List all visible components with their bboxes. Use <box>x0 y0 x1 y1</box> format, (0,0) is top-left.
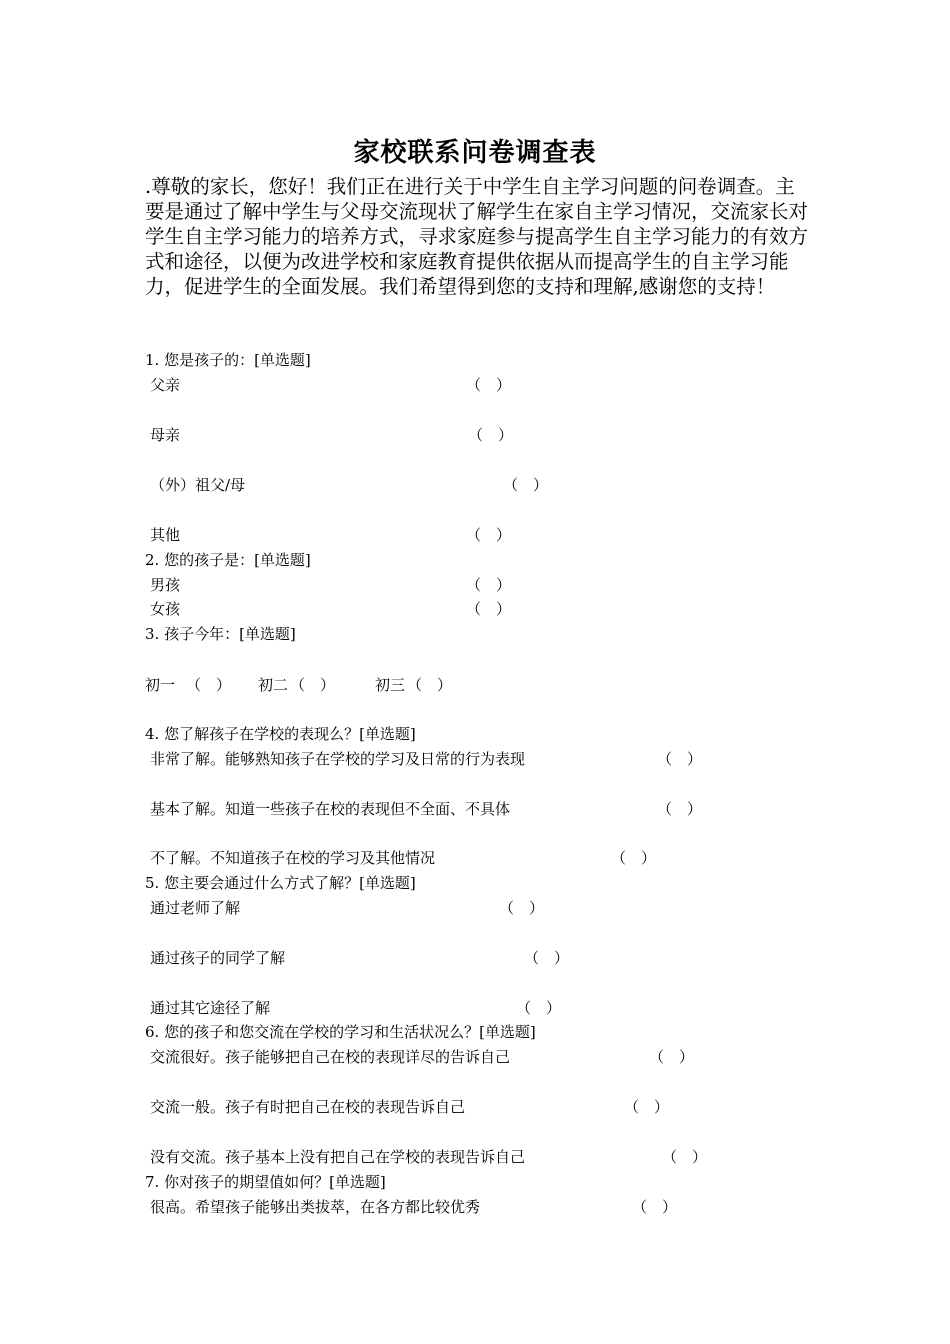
q4-option-very-well: 非常了解。能够熟知孩子在学校的学习及日常的行为表现 <box>150 750 526 768</box>
question-1: 1. 您是孩子的：[单选题] <box>145 351 311 369</box>
q6-option-none-blank[interactable]: （ ） <box>662 1148 708 1166</box>
question-5: 5. 您主要会通过什么方式了解？[单选题] <box>145 874 416 892</box>
q1-option-father-blank[interactable]: （ ） <box>466 376 512 394</box>
q5-option-other-way: 通过其它途径了解 <box>150 999 271 1017</box>
q6-option-good: 交流很好。孩子能够把自己在校的表现详尽的告诉自己 <box>150 1048 511 1066</box>
q1-option-other: 其他 <box>150 526 181 544</box>
q7-option-high-blank[interactable]: （ ） <box>632 1198 678 1216</box>
q6-option-average: 交流一般。孩子有时把自己在校的表现告诉自己 <box>150 1098 466 1116</box>
q6-option-good-blank[interactable]: （ ） <box>649 1048 695 1066</box>
q2-option-girl-blank[interactable]: （ ） <box>466 600 512 618</box>
question-4: 4. 您了解孩子在学校的表现么？[单选题] <box>145 725 416 743</box>
q5-option-teacher: 通过老师了解 <box>150 899 241 917</box>
page-title: 家校联系问卷调查表 <box>353 138 597 168</box>
q3-option-grade1-blank[interactable]: （ ） <box>186 676 232 694</box>
q4-option-basic: 基本了解。知道一些孩子在校的表现但不全面、不具体 <box>150 800 511 818</box>
q3-option-grade1: 初一 <box>145 676 176 694</box>
intro-paragraph: .尊敬的家长，您好！我们正在进行关于中学生自主学习问题的问卷调查。主要是通过了解中学生与父母交流现状了解学生在家自主学习情况，交流家长对学生自主学习能力的培养方式，寻求家庭参与提高学生自主学习能力的有效方式和途径，以便为改进学校和家庭教育提供依据从而提高学生的自主学习能力，促进学生的全面发展。我们希望得到您的支持和理解,感谢您的支持！ <box>145 175 809 298</box>
q3-option-grade3: 初三 <box>375 676 406 694</box>
question-2: 2. 您的孩子是：[单选题] <box>145 551 311 569</box>
q1-option-grandparent: （外）祖父/母 <box>150 476 246 494</box>
q1-option-mother-blank[interactable]: （ ） <box>468 426 514 444</box>
q5-option-teacher-blank[interactable]: （ ） <box>499 899 545 917</box>
q5-option-classmate: 通过孩子的同学了解 <box>150 949 286 967</box>
q1-option-grandparent-blank[interactable]: （ ） <box>503 476 549 494</box>
q5-option-classmate-blank[interactable]: （ ） <box>524 949 570 967</box>
q1-option-other-blank[interactable]: （ ） <box>466 526 512 544</box>
q1-option-father: 父亲 <box>150 376 181 394</box>
q2-option-girl: 女孩 <box>150 600 181 618</box>
q6-option-none: 没有交流。孩子基本上没有把自己在学校的表现告诉自己 <box>150 1148 526 1166</box>
q3-option-grade2: 初二 <box>258 676 289 694</box>
question-6: 6. 您的孩子和您交流在学校的学习和生活状况么？[单选题] <box>145 1023 536 1041</box>
q5-option-other-way-blank[interactable]: （ ） <box>516 999 562 1017</box>
q2-option-boy: 男孩 <box>150 576 181 594</box>
q6-option-average-blank[interactable]: （ ） <box>624 1098 670 1116</box>
question-7: 7. 你对孩子的期望值如何？[单选题] <box>145 1173 386 1191</box>
question-3: 3. 孩子今年：[单选题] <box>145 625 296 643</box>
q4-option-very-well-blank[interactable]: （ ） <box>657 750 703 768</box>
q1-option-mother: 母亲 <box>150 426 181 444</box>
q4-option-not-know-blank[interactable]: （ ） <box>611 849 657 867</box>
q7-option-high: 很高。希望孩子能够出类拔萃，在各方都比较优秀 <box>150 1198 481 1216</box>
q3-option-grade2-blank[interactable]: （ ） <box>290 676 336 694</box>
q4-option-not-know: 不了解。不知道孩子在校的学习及其他情况 <box>150 849 436 867</box>
q3-option-grade3-blank[interactable]: （ ） <box>407 676 453 694</box>
q2-option-boy-blank[interactable]: （ ） <box>466 576 512 594</box>
q4-option-basic-blank[interactable]: （ ） <box>657 800 703 818</box>
